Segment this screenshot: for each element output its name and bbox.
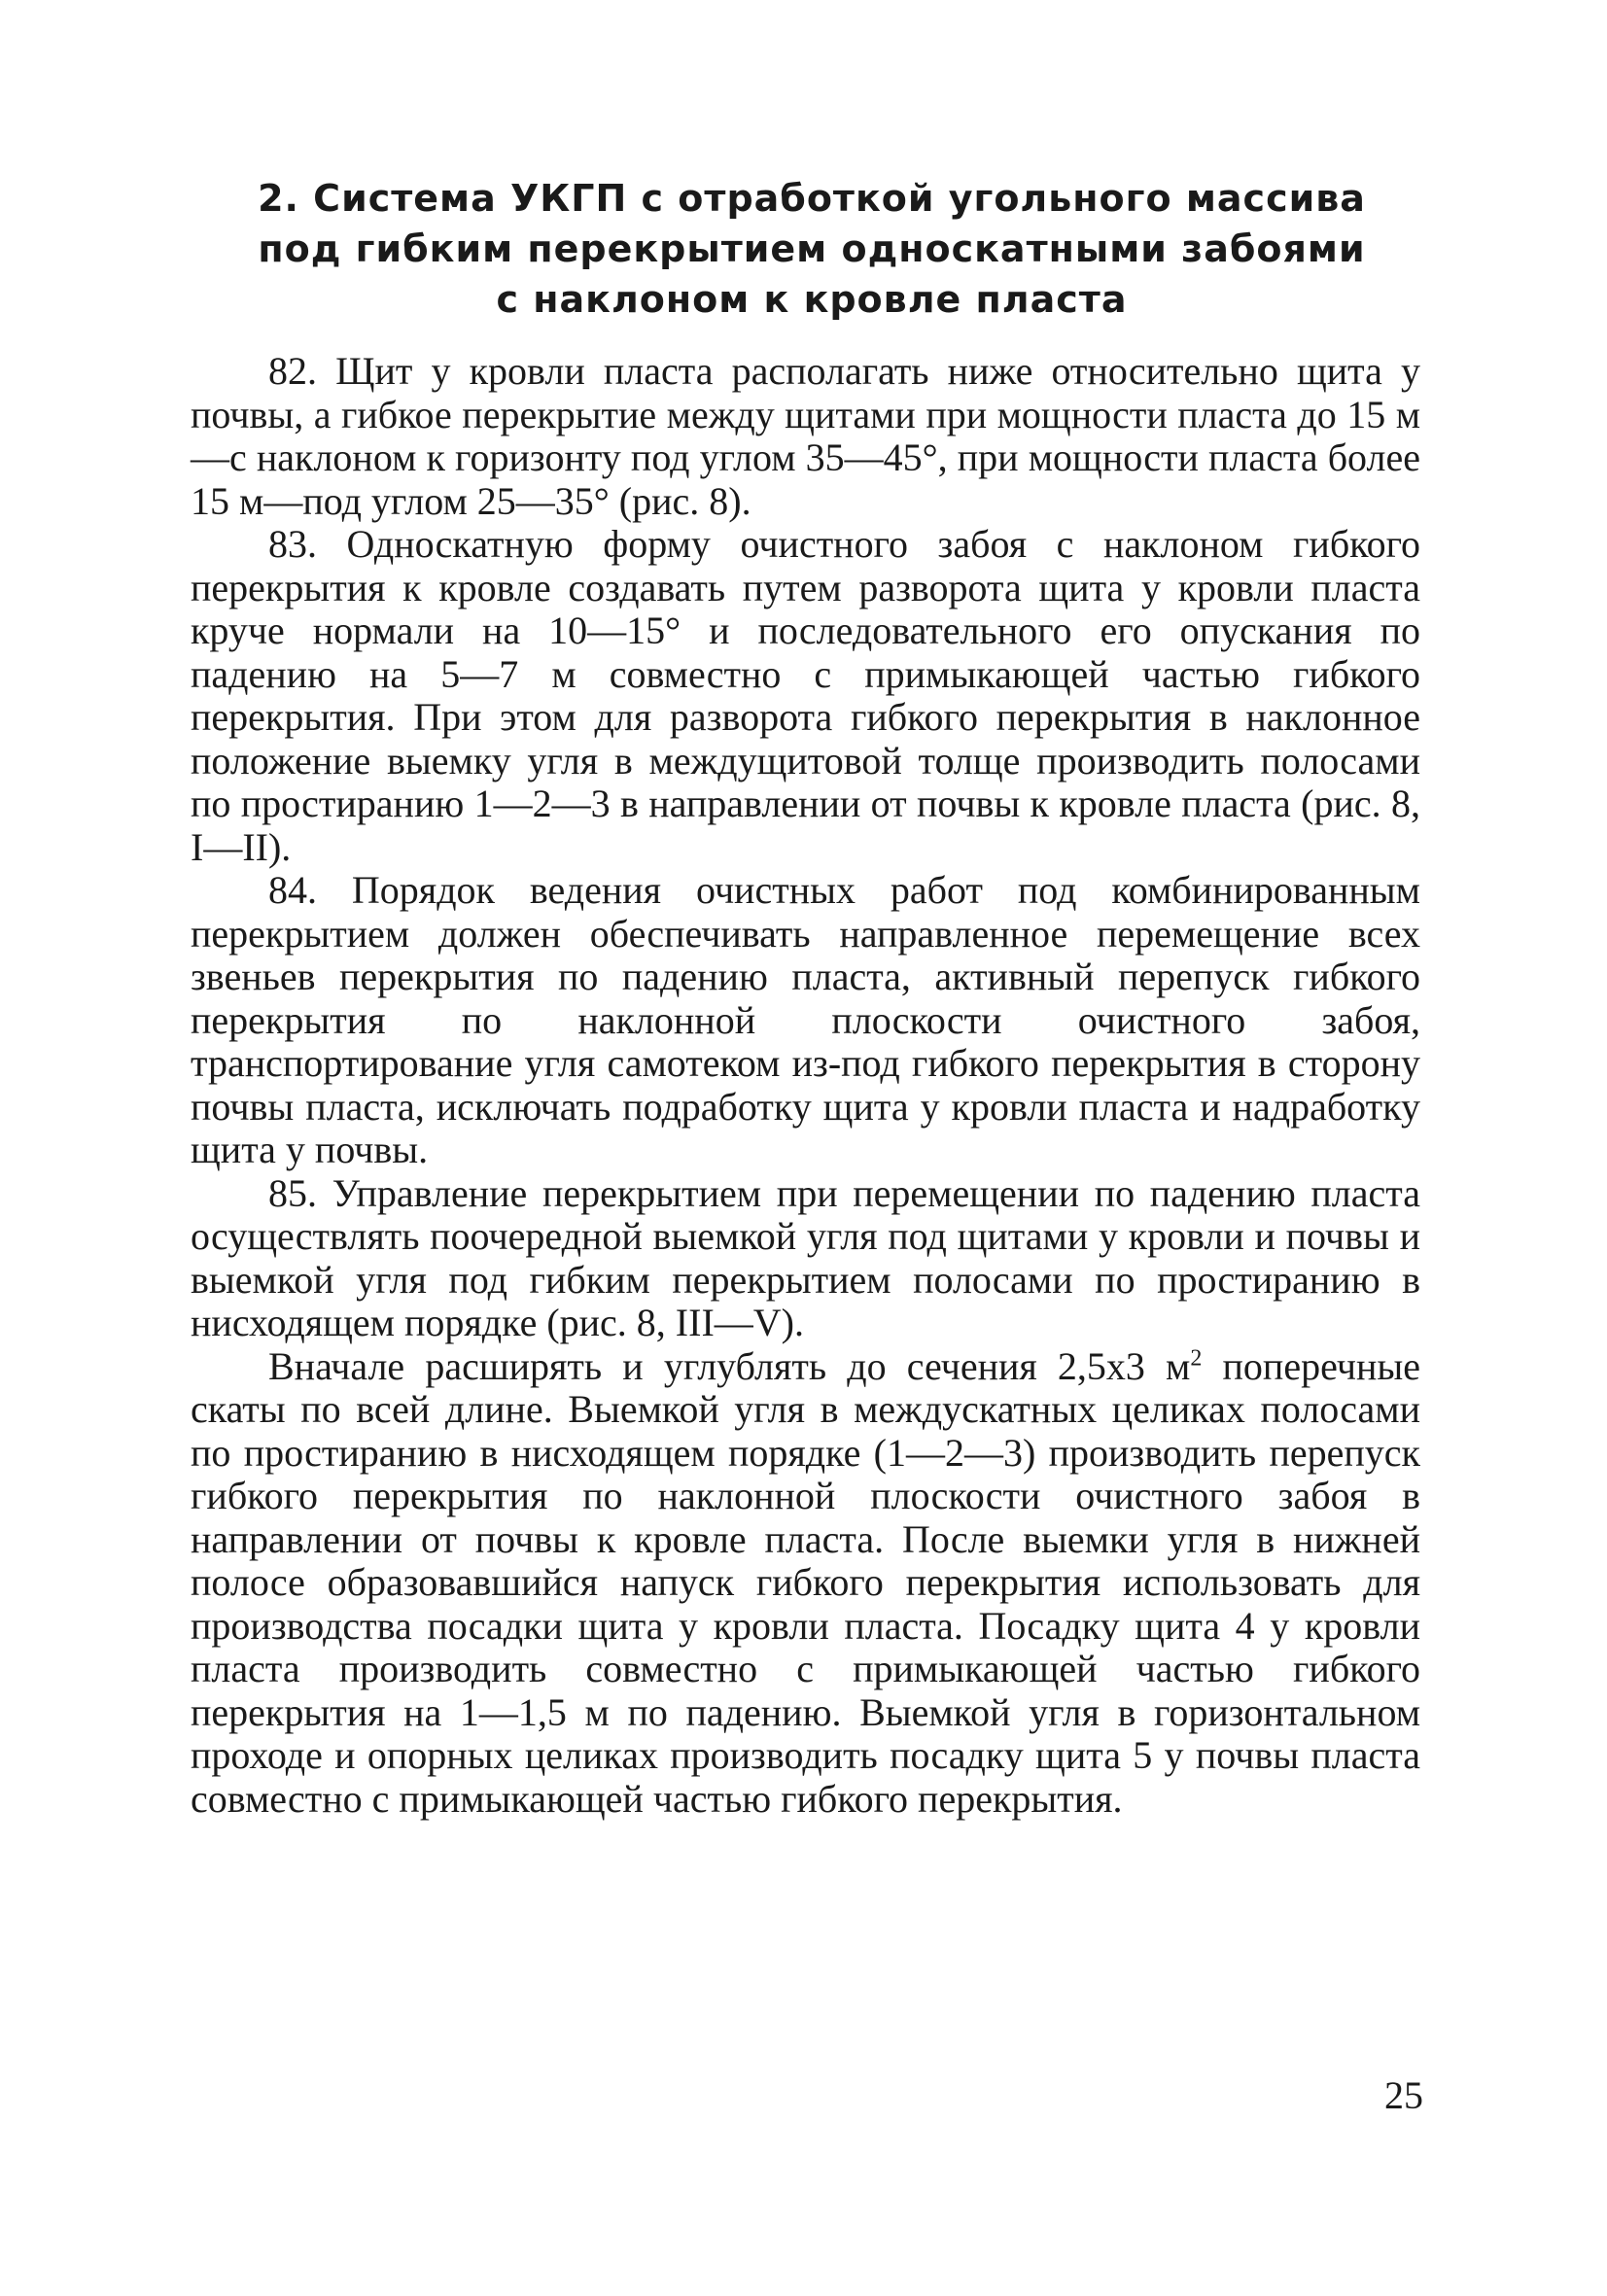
- page-number: 25: [1384, 2073, 1423, 2117]
- heading-line-3: с наклоном к кровле пласта: [496, 278, 1128, 321]
- superscript-2: 2: [1190, 1345, 1203, 1372]
- paragraph-83: 83. Односкатную форму очистного забоя с наклоном гибкого перекрытия к кровле создавать путем разворота щита у кровли пласта круче нормали на 10—15° и последовательного его опускания по падению на 5—7 м совместно с примыкающей частью гибкого перекрытия. При этом для разворота гибкого перекрытия в наклонное положение выемку угля в междущитовой толще производить полосами по простиранию 1—2—3 в направлении от почвы к кровле пласта (рис. 8, I—II).: [191, 522, 1420, 869]
- body-text: [191, 350, 1420, 1821]
- paragraph-84: 84. Порядок ведения очистных работ под комбинированным перекрытием должен обеспечивать направленное перемещение всех звеньев перекрытия по падению пласта, активный перепуск гибкого перекрытия по наклонной плоскости очистного забоя, транспортирование угля самотеком из-под гибкого перекрытия в сторону почвы пласта, исключать подработку щита у кровли пласта и надработку щита у почвы.: [191, 868, 1420, 1171]
- paragraph-85-continuation: [191, 1345, 1420, 1822]
- paragraph-text-start: Вначале расширять и углублять до сечения 2,5х3 м: [268, 1343, 1191, 1388]
- paragraph-82: 82. Щит у кровли пласта располагать ниже относительно щита у почвы, а гибкое перекрытие между щитами при мощности пласта до 15 м—с наклоном к горизонту под углом 35—45°, при мощности пласта более 15 м—под углом 25—35° (рис. 8).: [191, 349, 1420, 523]
- paragraph-85: 85. Управление перекрытием при перемещении по падению пласта осуществлять поочередной выемкой угля под щитами у кровли и почвы и выемкой угля под гибким перекрытием полосами по простиранию в нисходящем порядке (рис. 8, III—V).: [191, 1170, 1420, 1344]
- section-heading: [214, 173, 1410, 325]
- heading-line-2: под гибким перекрытием односкатными забоями: [258, 227, 1366, 270]
- heading-line-1: 2. Система УКГП с отработкой угольного массива: [258, 177, 1366, 220]
- paragraph-text-rest: поперечные скаты по всей длине. Выемкой угля в междускатных целиках полосами по простиранию в нисходящем порядке (1—2—3) производить перепуск гибкого перекрытия по наклонной плоскости очистного забоя в направлении от почвы к кровле пласта. После выемки угля в нижней полосе образовавшийся напуск гибкого перекрытия использовать для производства посадки щита у кровли пласта. Посадку щита 4 у кровли пласта производить совместно с примыкающей частью гибкого перекрытия на 1—1,5 м по падению. Выемкой угля в горизонтальном проходе и опорных целиках производить посадку щита 5 у почвы пласта совместно с примыкающей частью гибкого перекрытия.: [191, 1343, 1420, 1821]
